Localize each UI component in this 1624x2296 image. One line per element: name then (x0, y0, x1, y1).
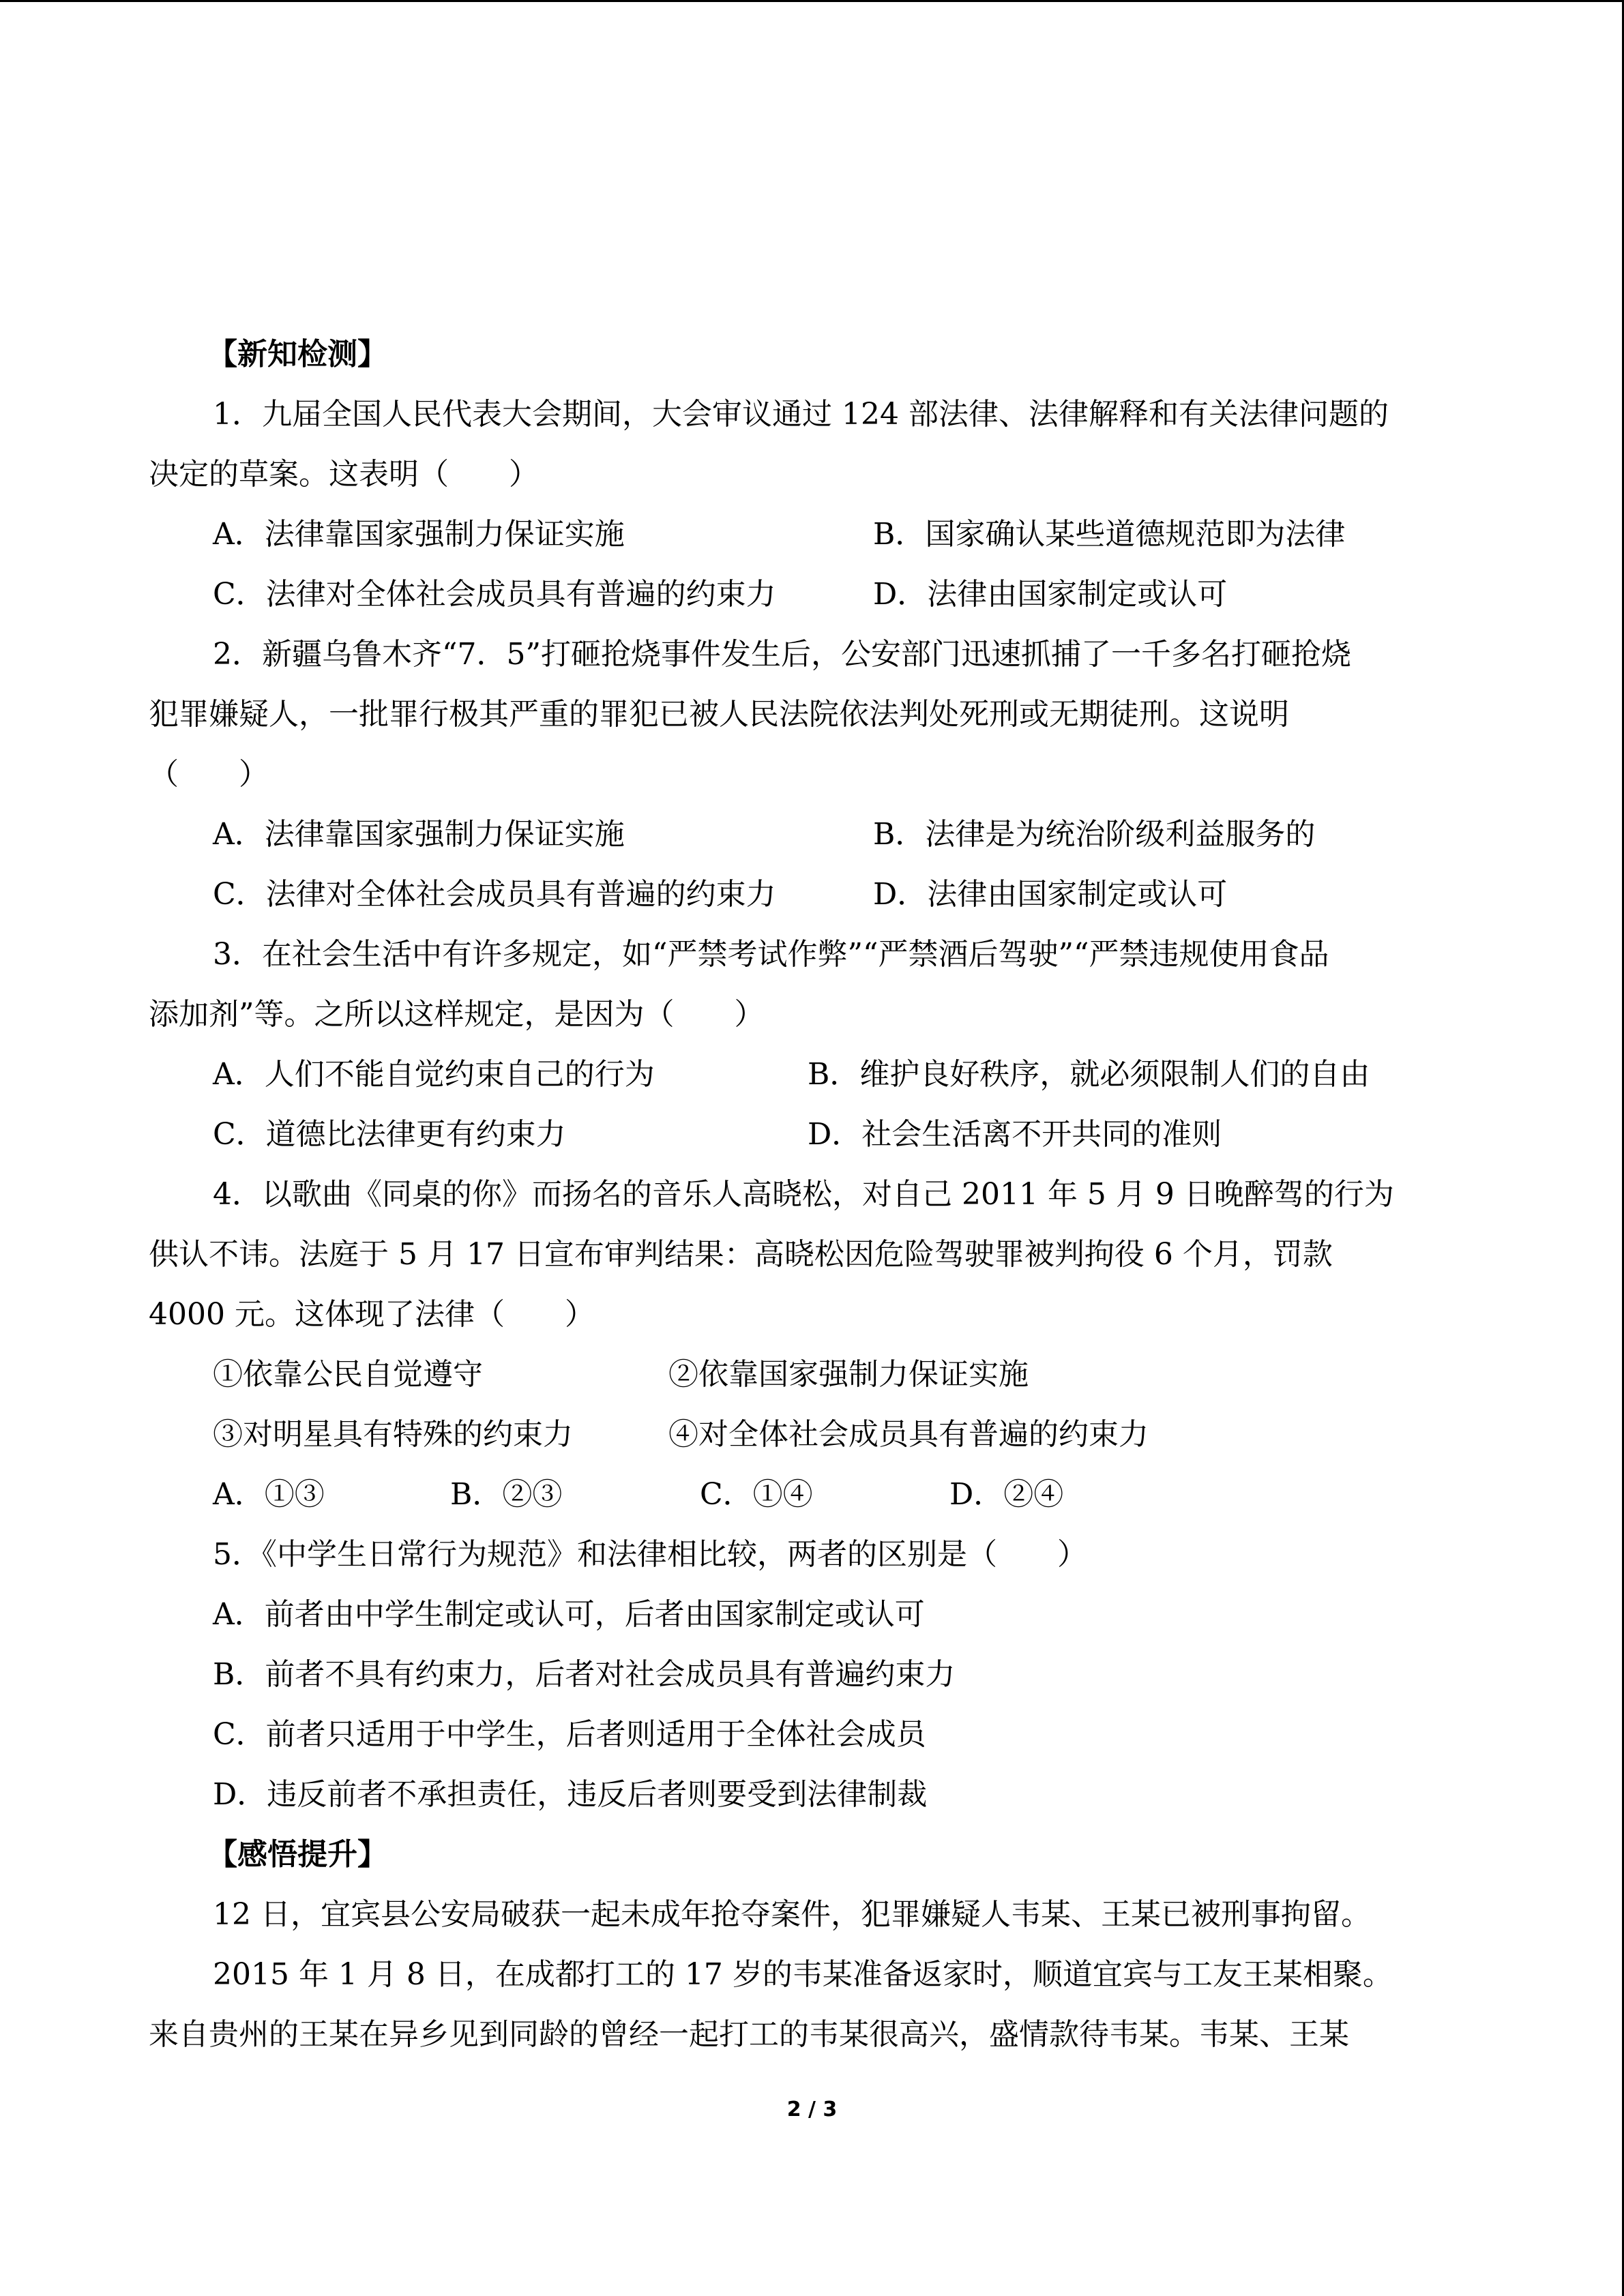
q4-stem-line1: 4．以歌曲《同桌的你》而扬名的音乐人高晓松，对自己 2011 年 5 月 9 日晚醉驾的行为 (213, 1177, 1394, 1212)
q4-stem-line2: 供认不讳。法庭于 5 月 17 日宣布审判结果：高晓松因危险驾驶罪被判拘役 6 个月，罚款 (149, 1237, 1333, 1272)
q3-option-c: C．道德比法律更有约束力 (213, 1117, 566, 1152)
q5-stem-line1: 5．《中学生日常行为规范》和法律相比较，两者的区别是（ ） (213, 1537, 1087, 1572)
q4-option-c: C．①④ (700, 1477, 813, 1512)
q4-option-d: D．②④ (949, 1477, 1064, 1512)
page-number: 2 / 3 (786, 2098, 838, 2121)
q5-option-c: C．前者只适用于中学生，后者则适用于全体社会成员 (213, 1717, 926, 1752)
passage-line1: 12 日，宜宾县公安局破获一起未成年抢夺案件，犯罪嫌疑人韦某、王某已被刑事拘留。 (213, 1897, 1371, 1932)
section-heading-improve: 【感悟提升】 (207, 1837, 387, 1872)
q1-stem-line2: 决定的草案。这表明（ ） (149, 457, 539, 492)
q5-option-b: B．前者不具有约束力，后者对社会成员具有普遍约束力 (213, 1657, 956, 1692)
q2-stem-line2: 犯罪嫌疑人，一批罪行极其严重的罪犯已被人民法院依法判处死刑或无期徒刑。这说明 (149, 697, 1289, 732)
q2-stem-line3: （ ） (149, 757, 269, 792)
q3-stem-line1: 3．在社会生活中有许多规定，如“严禁考试作弊”“严禁酒后驾驶”“严禁违规使用食品 (213, 937, 1329, 972)
q2-option-b: B．法律是为统治阶级利益服务的 (873, 817, 1316, 852)
q2-option-a: A．法律靠国家强制力保证实施 (213, 817, 625, 852)
q4-statement-3: ③对明星具有特殊的约束力 (213, 1417, 573, 1452)
q1-option-d: D．法律由国家制定或认可 (873, 577, 1228, 612)
passage-line2: 2015 年 1 月 8 日，在成都打工的 17 岁的韦某准备返家时，顺道宜宾与工友王某相聚。 (213, 1957, 1393, 1992)
q3-option-d: D．社会生活离不开共同的准则 (808, 1117, 1222, 1152)
q2-option-c: C．法律对全体社会成员具有普遍的约束力 (213, 877, 776, 912)
section-heading-check: 【新知检测】 (207, 337, 387, 372)
q4-statement-4: ④对全体社会成员具有普遍的约束力 (668, 1417, 1149, 1452)
q2-option-d: D．法律由国家制定或认可 (873, 877, 1228, 912)
passage-line3: 来自贵州的王某在异乡见到同龄的曾经一起打工的韦某很高兴，盛情款待韦某。韦某、王某 (149, 2017, 1349, 2052)
q4-statement-1: ①依靠公民自觉遵守 (213, 1357, 483, 1392)
q1-stem-line1: 1．九届全国人民代表大会期间，大会审议通过 124 部法律、法律解释和有关法律问题的 (213, 397, 1389, 432)
q1-option-a: A．法律靠国家强制力保证实施 (213, 517, 625, 552)
q2-stem-line1: 2．新疆乌鲁木齐“7．5”打砸抢烧事件发生后，公安部门迅速抓捕了一千多名打砸抢烧 (213, 637, 1351, 672)
q1-option-b: B．国家确认某些道德规范即为法律 (873, 517, 1346, 552)
q5-option-a: A．前者由中学生制定或认可，后者由国家制定或认可 (213, 1597, 925, 1632)
q3-option-a: A．人们不能自觉约束自己的行为 (213, 1057, 655, 1092)
q1-option-c: C．法律对全体社会成员具有普遍的约束力 (213, 577, 776, 612)
q3-option-b: B．维护良好秩序，就必须限制人们的自由 (808, 1057, 1370, 1092)
page-top-border (0, 0, 1624, 2)
q4-option-a: A．①③ (213, 1477, 325, 1512)
q5-option-d: D．违反前者不承担责任，违反后者则要受到法律制裁 (213, 1777, 928, 1812)
q4-stem-line3: 4000 元。这体现了法律（ ） (149, 1297, 595, 1332)
q4-statement-2: ②依靠国家强制力保证实施 (668, 1357, 1029, 1392)
q3-stem-line2: 添加剂”等。之所以这样规定，是因为（ ） (149, 997, 765, 1032)
q4-option-b: B．②③ (450, 1477, 563, 1512)
